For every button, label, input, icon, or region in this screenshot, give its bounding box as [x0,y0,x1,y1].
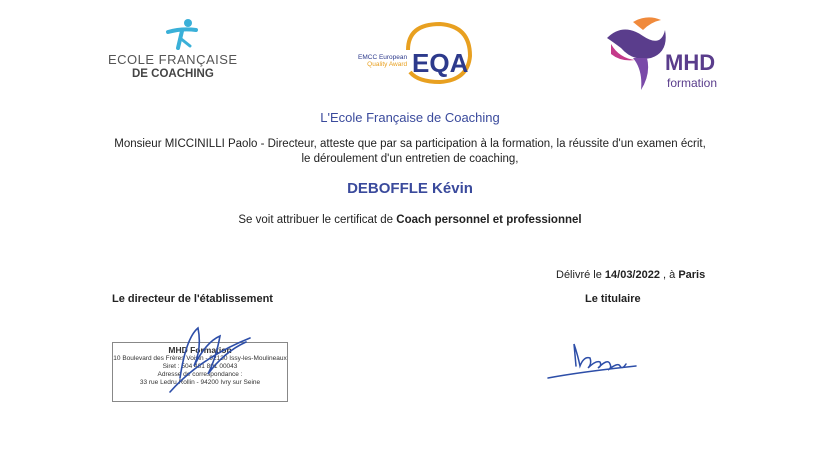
efc-logo-line1: ECOLE FRANÇAISE [108,52,238,67]
stamp-correspondence-address: 33 rue Ledru Rollin - 94200 Ivry sur Seine [139,379,261,386]
director-signature [150,308,260,398]
eqa-caption-line1: EMCC European [358,54,408,61]
delivered-prefix: Délivré le [556,269,605,281]
mhd-emblem-icon [603,14,673,94]
efc-logo [108,18,243,82]
eqa-caption-line2: Quality Award [367,61,408,68]
holder-label: Le titulaire [585,293,641,305]
delivered-place: Paris [678,269,706,281]
efc-logo-line2: DE COACHING [132,68,214,80]
certificate-prefix: Se voit attribuer le certificat de [238,214,397,226]
certificate-line [0,214,820,226]
certificate-heading: L'Ecole Française de Coaching [320,110,500,125]
holder-signature [540,336,640,386]
stamp-correspondence-label: Adresse de correspondance : [157,371,243,378]
eqa-logo-text: EQA [412,48,469,78]
eqa-logo-caption [358,54,407,68]
delivered-separator: , à [659,269,679,281]
stamp-siret: Siret : 504 481 801 00043 [162,363,238,370]
mhd-logo [603,14,733,94]
recipient-name: DEBOFFLE Kévin [347,180,473,197]
stamp-company-name: MHD Formation [168,345,232,355]
certificate-title: Coach personnel et professionnel [396,214,582,226]
director-label: Le directeur de l'établissement [112,293,273,305]
eqa-logo [348,20,476,84]
mhd-logo-subtext: formation [667,76,718,90]
coach-figure-icon [164,18,200,52]
delivered-date: 14/03/2022 [604,269,660,281]
attestation-text: Monsieur MICCINILLI Paolo - Directeur, atteste que par sa participation à la formation, la réussite d'un examen écrit, le déroulement d'un entretien de coaching, [114,138,706,165]
stamp-address: 10 Boulevard des Frères Voisin - 92130 Issy-les-Moulineaux [113,355,287,362]
delivered-line [556,269,705,281]
mhd-logo-text: MHD [665,50,716,75]
